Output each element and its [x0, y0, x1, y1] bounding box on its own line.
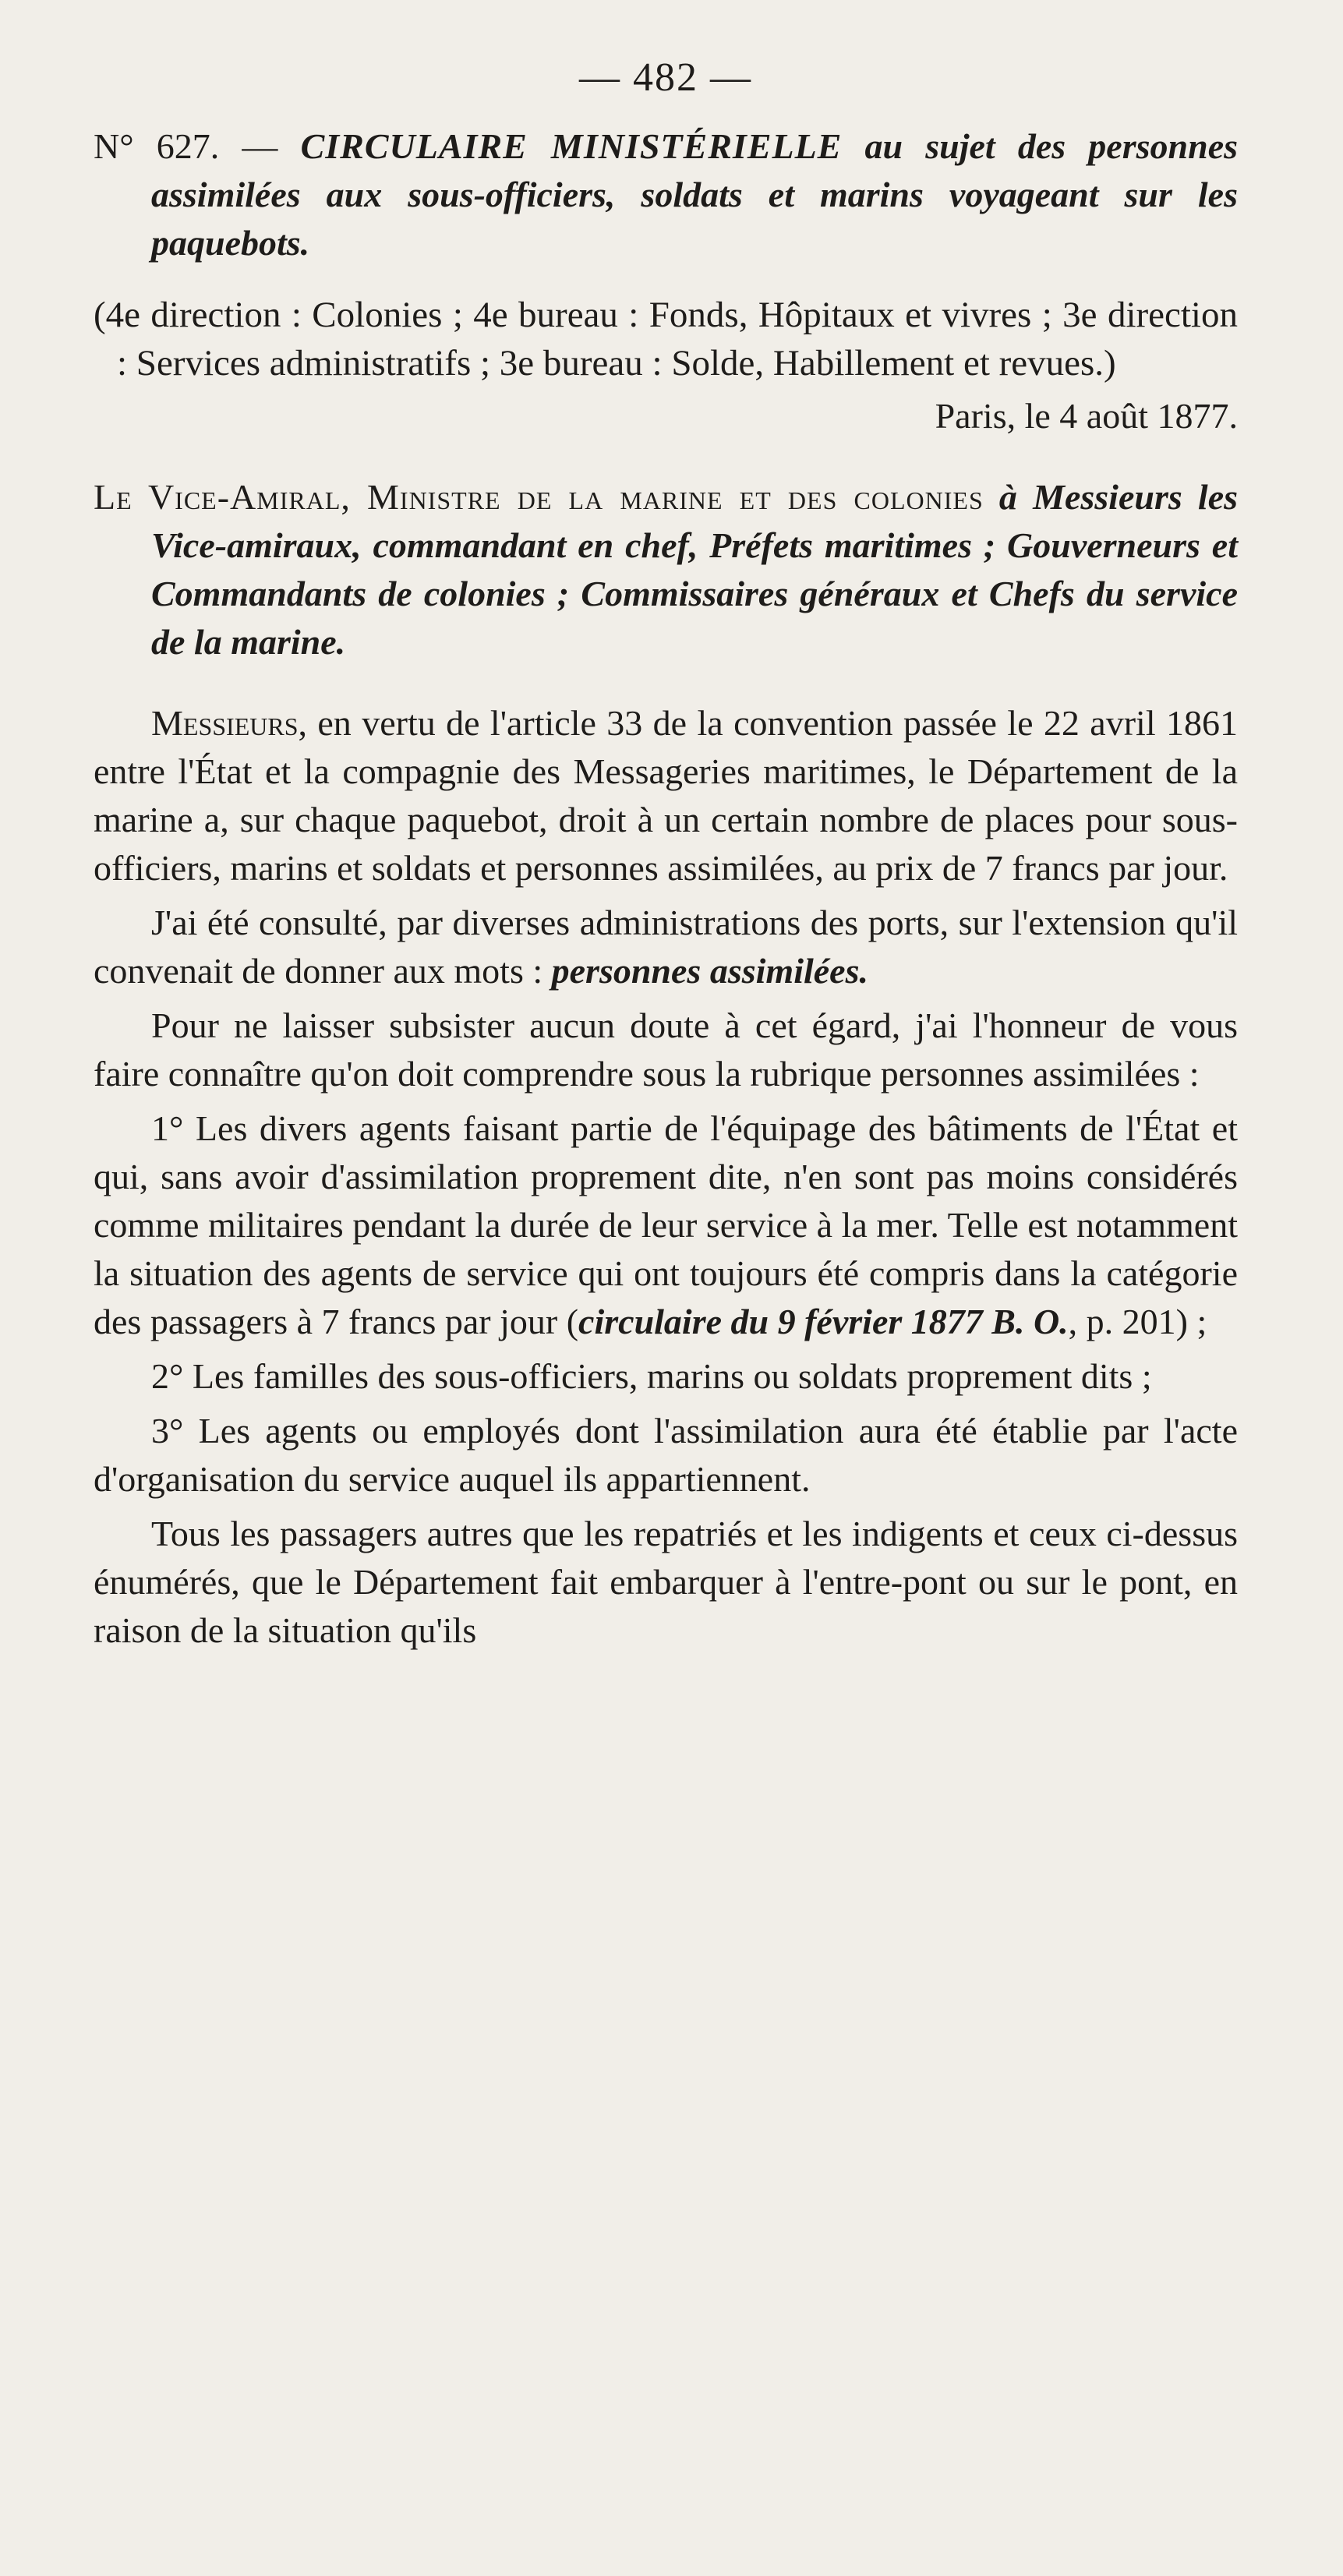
paragraph-7: Tous les passagers autres que les repatriés et les indigents et ceux ci-dessus énumérés, que le Département fait embarquer à l'entre-pont ou sur le pont, en raison de la situation qu'ils — [94, 1514, 1238, 1650]
dateline: Paris, le 4 août 1877. — [935, 396, 1238, 436]
paragraph-4-end: , p. 201) ; — [1068, 1302, 1207, 1341]
circular-title: CIRCULAIRE MINISTÉRIELLE — [300, 126, 843, 166]
address-connector: à — [998, 477, 1017, 517]
directions-note: (4e direction : Colonies ; 4e bureau : Fonds, Hôpitaux et vivres ; 3e direction : Services administratifs ; 3e bureau : Solde, Habillement et revues.) — [94, 295, 1238, 383]
paragraph-5: 2° Les familles des sous-officiers, marins ou soldats proprement dits ; — [151, 1356, 1152, 1396]
circular-heading — [94, 122, 1238, 267]
circular-number: N° 627. — — [94, 126, 278, 166]
paragraph-2 — [94, 899, 1238, 995]
page-number: — 482 — — [579, 55, 752, 100]
paragraph-2-text: J'ai été consulté, par diverses administrations des ports, sur l'extension qu'il convenait de donner aux mots : — [94, 903, 1238, 991]
sender: Le Vice-Amiral, Ministre de la marine et des colonies — [94, 477, 984, 517]
paragraph-4-text: 1° Les divers agents faisant partie de l'équipage des bâtiments de l'État et qui, sans avoir d'assimilation proprement dite, n'en sont pas moins considérés comme militaires pendant la durée de leur service à la mer. Telle est notamment la situation des agents de service qui ont toujours été compris dans la catégorie des passagers à 7 francs par jour ( — [94, 1108, 1238, 1341]
recipients: Messieurs les Vice-amiraux, commandant en chef, Préfets maritimes ; Gouverneurs et Commandants de colonies ; Commissaires généraux et Chefs du service de la marine. — [151, 477, 1239, 662]
paragraph-2-term: personnes assimilées. — [551, 951, 868, 991]
paragraph-1 — [94, 699, 1238, 892]
paragraph-4-reference: circulaire du 9 février 1877 B. O. — [578, 1302, 1069, 1341]
address-block — [94, 473, 1238, 666]
paragraph-4 — [94, 1104, 1238, 1346]
paragraph-1-text: , en vertu de l'article 33 de la convention passée le 22 avril 1861 entre l'État et la compagnie des Messageries maritimes, le Département de la marine a, sur chaque paquebot, droit à un certain nombre de places pour sous-officiers, marins et soldats et personnes assimilées, au prix de 7 francs par jour. — [94, 703, 1238, 888]
circular-subject: au sujet des personnes assimilées aux sous-officiers, soldats et marins voyageant sur les paquebots. — [151, 126, 1239, 263]
salutation: Messieurs — [151, 703, 299, 743]
paragraph-3: Pour ne laisser subsister aucun doute à cet égard, j'ai l'honneur de vous faire connaître qu'on doit comprendre sous la rubrique personnes assimilées : — [94, 1005, 1238, 1094]
paragraph-6: 3° Les agents ou employés dont l'assimilation aura été établie par l'acte d'organisation du service auquel ils appartiennent. — [94, 1411, 1238, 1499]
